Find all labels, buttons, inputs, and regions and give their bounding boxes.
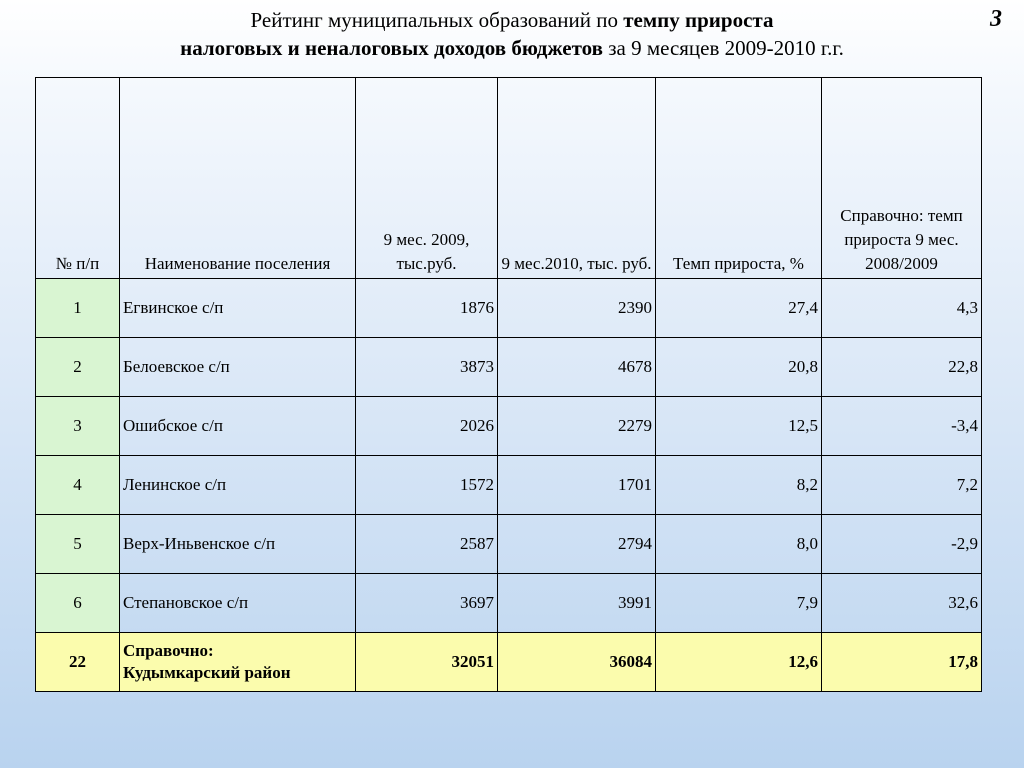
table-row [36,397,982,456]
header-2009: 9 мес. 2009, тыс.руб. [356,78,498,279]
total-name [120,633,356,692]
cell-num: 4 [36,456,120,515]
cell-name: Белоевское с/п [120,338,356,397]
cell-ref: -3,4 [822,397,982,456]
cell-2010: 2390 [498,279,656,338]
cell-2009: 2587 [356,515,498,574]
slide-number: 3 [990,6,1002,32]
total-num: 22 [36,633,120,692]
total-2010: 36084 [498,633,656,692]
cell-ref: 7,2 [822,456,982,515]
cell-name: Степановское с/п [120,574,356,633]
title-line-2-bold: налоговых и неналоговых доходов бюджетов [180,36,603,60]
cell-name: Ленинское с/п [120,456,356,515]
page-title [60,6,964,62]
table-header-row [36,78,982,279]
header-ref: Справочно: темп прироста 9 мес. 2008/2009 [822,78,982,279]
rating-table [35,77,982,692]
total-ref: 17,8 [822,633,982,692]
cell-ref: 4,3 [822,279,982,338]
cell-2009: 3873 [356,338,498,397]
cell-name: Егвинское с/п [120,279,356,338]
cell-2010: 2794 [498,515,656,574]
header-num: № п/п [36,78,120,279]
table-row [36,515,982,574]
cell-num: 5 [36,515,120,574]
cell-ref: 32,6 [822,574,982,633]
title-line-1-bold: темпу прироста [623,8,774,32]
table-row [36,456,982,515]
cell-rate: 8,2 [656,456,822,515]
total-name-line-1: Справочно: [123,641,214,660]
cell-ref: 22,8 [822,338,982,397]
title-line-2-normal: за 9 месяцев 2009-2010 г.г. [602,36,844,60]
cell-2009: 1572 [356,456,498,515]
cell-ref: -2,9 [822,515,982,574]
title-line-2 [60,34,964,62]
header-rate: Темп прироста, % [656,78,822,279]
total-rate: 12,6 [656,633,822,692]
cell-2009: 2026 [356,397,498,456]
header-2010: 9 мес.2010, тыс. руб. [498,78,656,279]
table-row [36,574,982,633]
cell-rate: 27,4 [656,279,822,338]
table-row [36,338,982,397]
total-name-line-2: Кудымкарский район [123,663,291,682]
cell-rate: 7,9 [656,574,822,633]
cell-rate: 8,0 [656,515,822,574]
cell-num: 6 [36,574,120,633]
table-row [36,279,982,338]
cell-2009: 1876 [356,279,498,338]
cell-num: 1 [36,279,120,338]
title-line-1 [60,6,964,34]
cell-rate: 20,8 [656,338,822,397]
cell-2009: 3697 [356,574,498,633]
cell-num: 2 [36,338,120,397]
cell-name: Верх-Иньвенское с/п [120,515,356,574]
cell-rate: 12,5 [656,397,822,456]
total-2009: 32051 [356,633,498,692]
header-name: Наименование поселения [120,78,356,279]
total-row [36,633,982,692]
cell-2010: 3991 [498,574,656,633]
cell-2010: 2279 [498,397,656,456]
cell-2010: 4678 [498,338,656,397]
cell-num: 3 [36,397,120,456]
title-line-1-normal: Рейтинг муниципальных образований по [250,8,624,32]
cell-2010: 1701 [498,456,656,515]
cell-name: Ошибское с/п [120,397,356,456]
